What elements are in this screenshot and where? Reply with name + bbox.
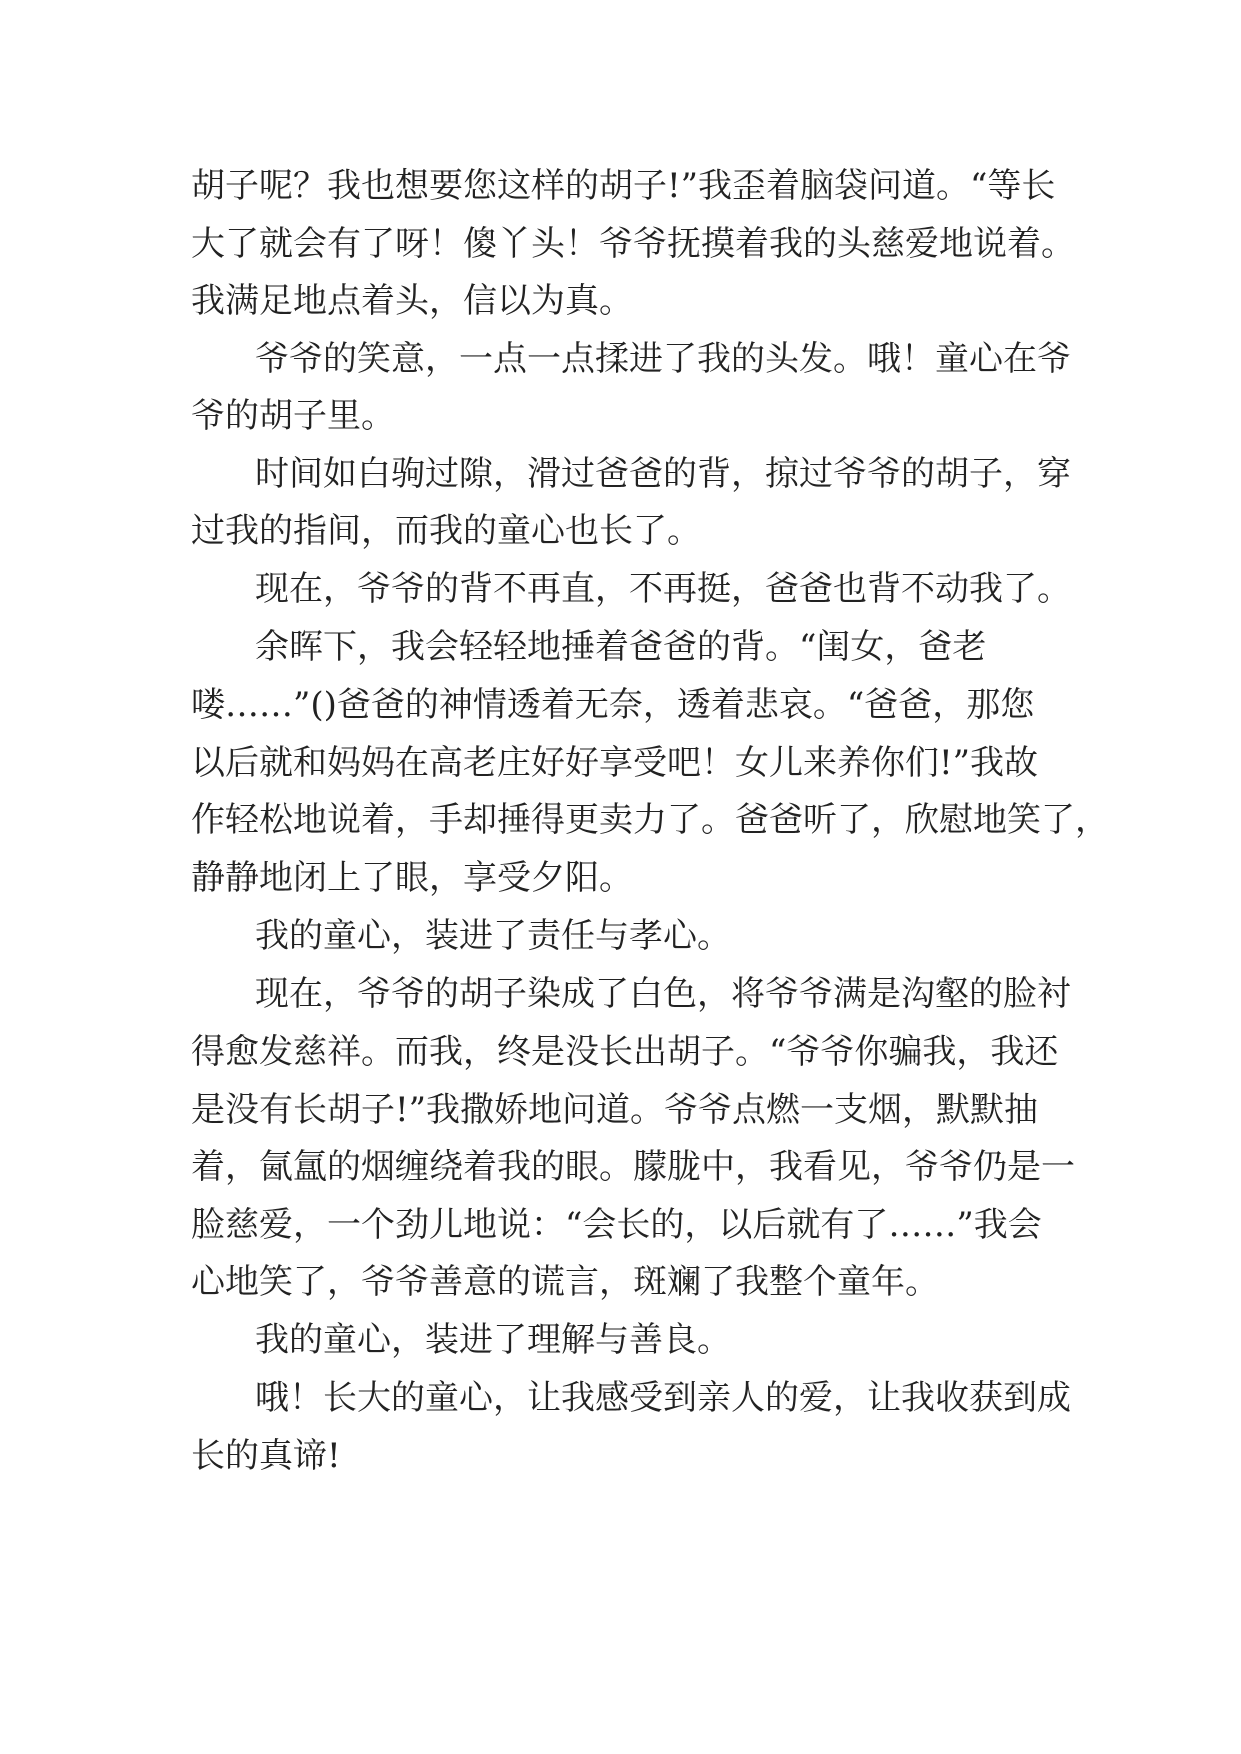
text-line: 喽……”()爸爸的神情透着无奈，透着悲哀。“爸爸，那您 — [191, 685, 1035, 725]
text-line: 着，氤氲的烟缠绕着我的眼。朦胧中，我看见，爷爷仍是一 — [191, 1147, 1075, 1187]
text-line: 心地笑了，爷爷善意的谎言，斑斓了我整个童年。 — [191, 1262, 939, 1302]
text-line: 得愈发慈祥。而我，终是没长出胡子。“爷爷你骗我，我还 — [191, 1032, 1059, 1072]
text-line: 我满足地点着头，信以为真。 — [191, 281, 633, 321]
text-line: 大了就会有了呀！傻丫头！爷爷抚摸着我的头慈爱地说着。 — [191, 224, 1075, 264]
text-line: 脸慈爱，一个劲儿地说：“会长的，以后就有了……”我会 — [191, 1205, 1042, 1245]
text-line: 作轻松地说着，手却捶得更卖力了。爸爸听了，欣慰地笑了， — [191, 800, 1109, 840]
text-line: 现在，爷爷的胡子染成了白色，将爷爷满是沟壑的脸衬 — [255, 974, 1071, 1014]
text-line: 长的真谛! — [191, 1436, 341, 1476]
text-line: 我的童心，装进了理解与善良。 — [255, 1320, 731, 1360]
text-line: 哦！长大的童心，让我感受到亲人的爱，让我收获到成 — [255, 1378, 1071, 1418]
text-line: 以后就和妈妈在高老庄好好享受吧！女儿来养你们!”我故 — [191, 743, 1039, 783]
text-line: 现在，爷爷的背不再直，不再挺，爸爸也背不动我了。 — [255, 569, 1071, 609]
text-line: 胡子呢？我也想要您这样的胡子!”我歪着脑袋问道。“等长 — [191, 166, 1056, 206]
text-line: 时间如白驹过隙，滑过爸爸的背，掠过爷爷的胡子，穿 — [255, 454, 1071, 494]
text-line: 是没有长胡子!”我撒娇地问道。爷爷点燃一支烟，默默抽 — [191, 1090, 1039, 1130]
text-line: 过我的指间，而我的童心也长了。 — [191, 511, 701, 551]
text-line: 爷爷的笑意，一点一点揉进了我的头发。哦！童心在爷 — [255, 339, 1071, 379]
text-line: 静静地闭上了眼，享受夕阳。 — [191, 858, 633, 898]
text-line: 余晖下，我会轻轻地捶着爸爸的背。“闺女，爸老 — [255, 627, 987, 667]
text-line: 爷的胡子里。 — [191, 396, 395, 436]
text-line: 我的童心，装进了责任与孝心。 — [255, 916, 731, 956]
